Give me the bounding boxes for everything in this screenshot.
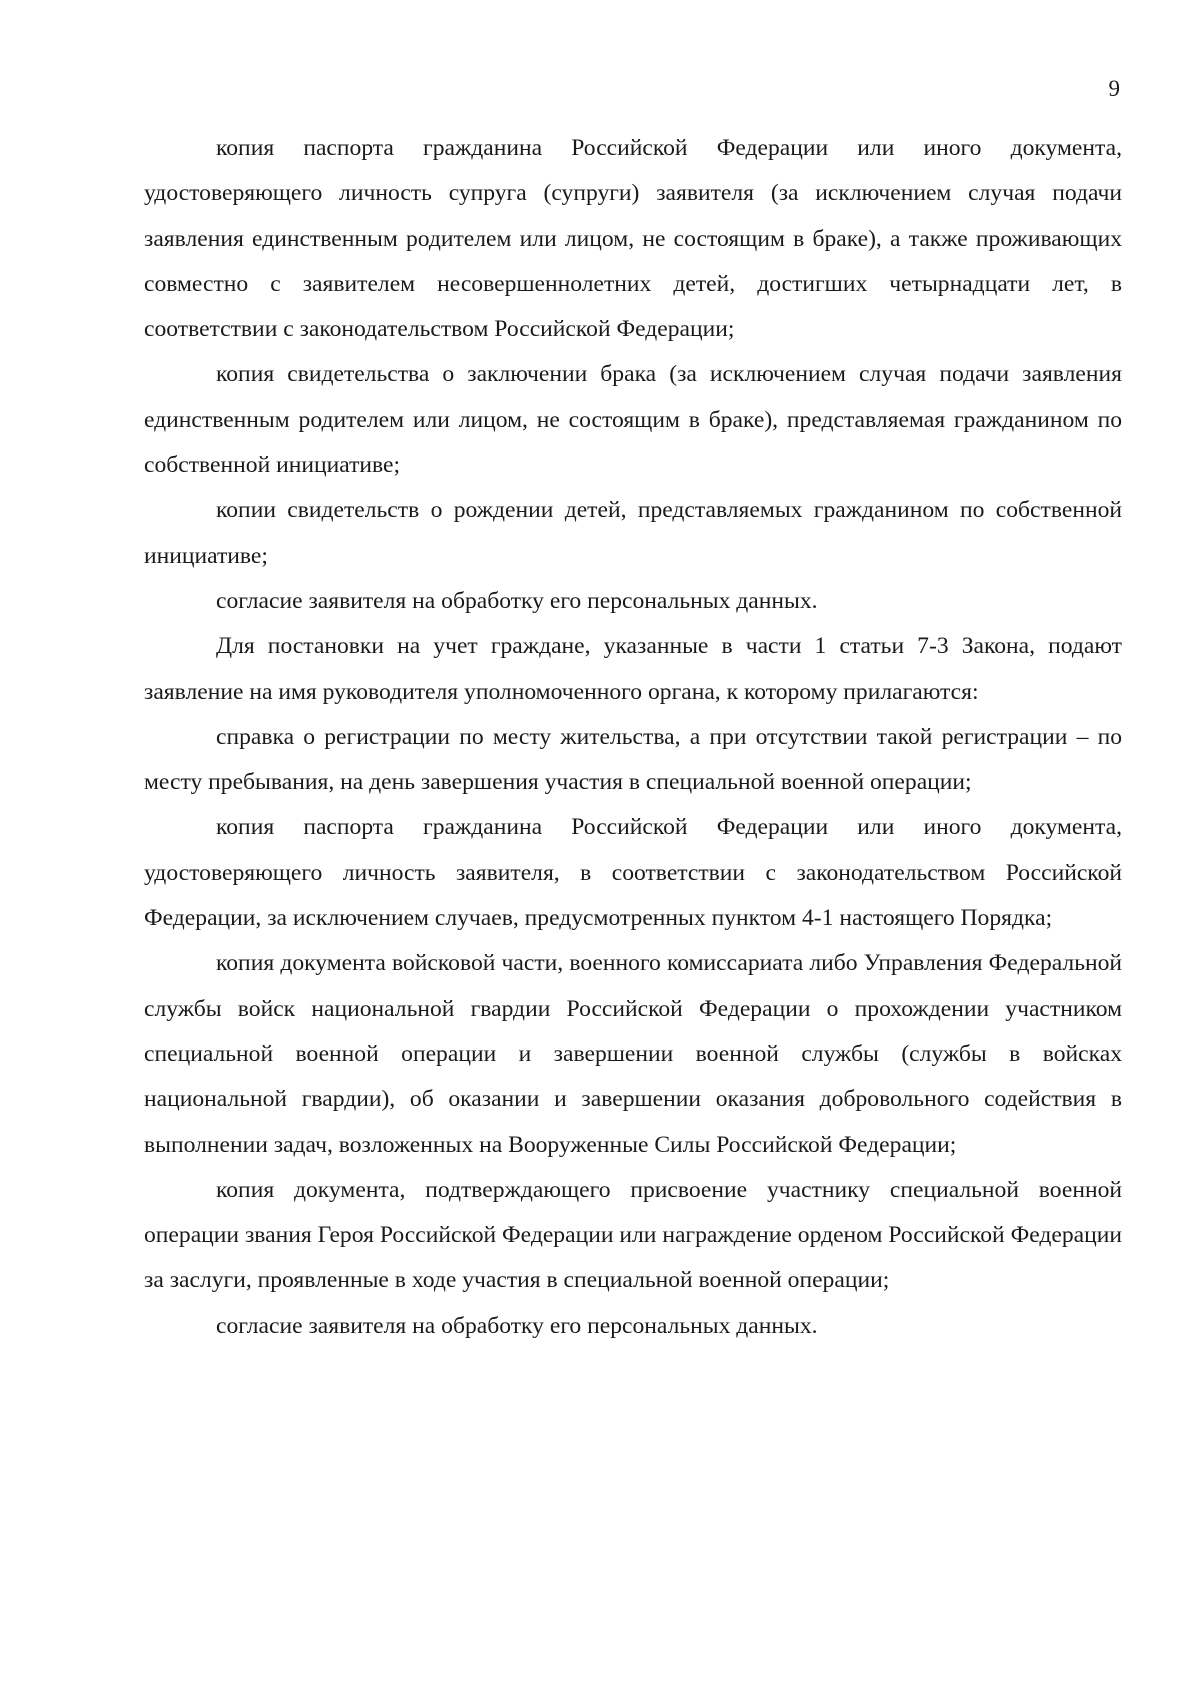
document-body bbox=[144, 126, 1122, 1349]
paragraph-residence-certificate: справка о регистрации по месту жительства, а при отсутствии такой регистрации – по месту пребывания, на день завершения участия в специальной военной операции; bbox=[144, 723, 1122, 796]
paragraph-hero-title-document-copy: копия документа, подтверждающего присвоение участнику специальной военной операции звания Героя Российской Федерации или награждение орденом Российской Федерации за заслуги, проявленные в ходе участия в специальной военной операции; bbox=[144, 1176, 1122, 1294]
paragraph-registration-intro: Для постановки на учет граждане, указанные в части 1 статьи 7-3 Закона, подают заявление на имя руководителя уполномоченного органа, к которому прилагаются: bbox=[144, 633, 1122, 705]
paragraph-marriage-certificate-copy: копия свидетельства о заключении брака (за исключением случая подачи заявления единственным родителем или лицом, не состоящим в браке), представляемая гражданином по собственной инициативе; bbox=[144, 361, 1122, 479]
paragraph-spouse-passport-copy: копия паспорта гражданина Российской Федерации или иного документа, удостоверяющего личность супруга (супруги) заявителя (за исключением случая подачи заявления единственным родителем или лицом, не состоящим в браке), а также проживающих совместно с заявителем несовершеннолетних детей, достигших четырнадцати лет, в соответствии с законодательством Российской Федерации; bbox=[144, 135, 1122, 343]
paragraph-birth-certificates-copy: копии свидетельств о рождении детей, представляемых гражданином по собственной инициативе; bbox=[144, 497, 1122, 569]
page-number: 9 bbox=[1108, 76, 1120, 101]
paragraph-personal-data-consent: согласие заявителя на обработку его персональных данных. bbox=[216, 587, 818, 614]
paragraph-applicant-passport-copy: копия паспорта гражданина Российской Федерации или иного документа, удостоверяющего личность заявителя, в соответствии с законодательством Российской Федерации, за исключением случаев, предусмотренных пунктом 4-1 настоящего Порядка; bbox=[144, 814, 1122, 932]
paragraph-military-unit-document-copy: копия документа войсковой части, военного комиссариата либо Управления Федеральной службы войск национальной гвардии Российской Федерации о прохождении участником специальной военной операции и завершении военной службы (службы в войсках национальной гвардии), об оказании и завершении оказания добровольного содействия в выполнении задач, возложенных на Вооруженные Силы Российской Федерации; bbox=[144, 950, 1122, 1158]
paragraph-personal-data-consent-final: согласие заявителя на обработку его персональных данных. bbox=[216, 1312, 818, 1339]
